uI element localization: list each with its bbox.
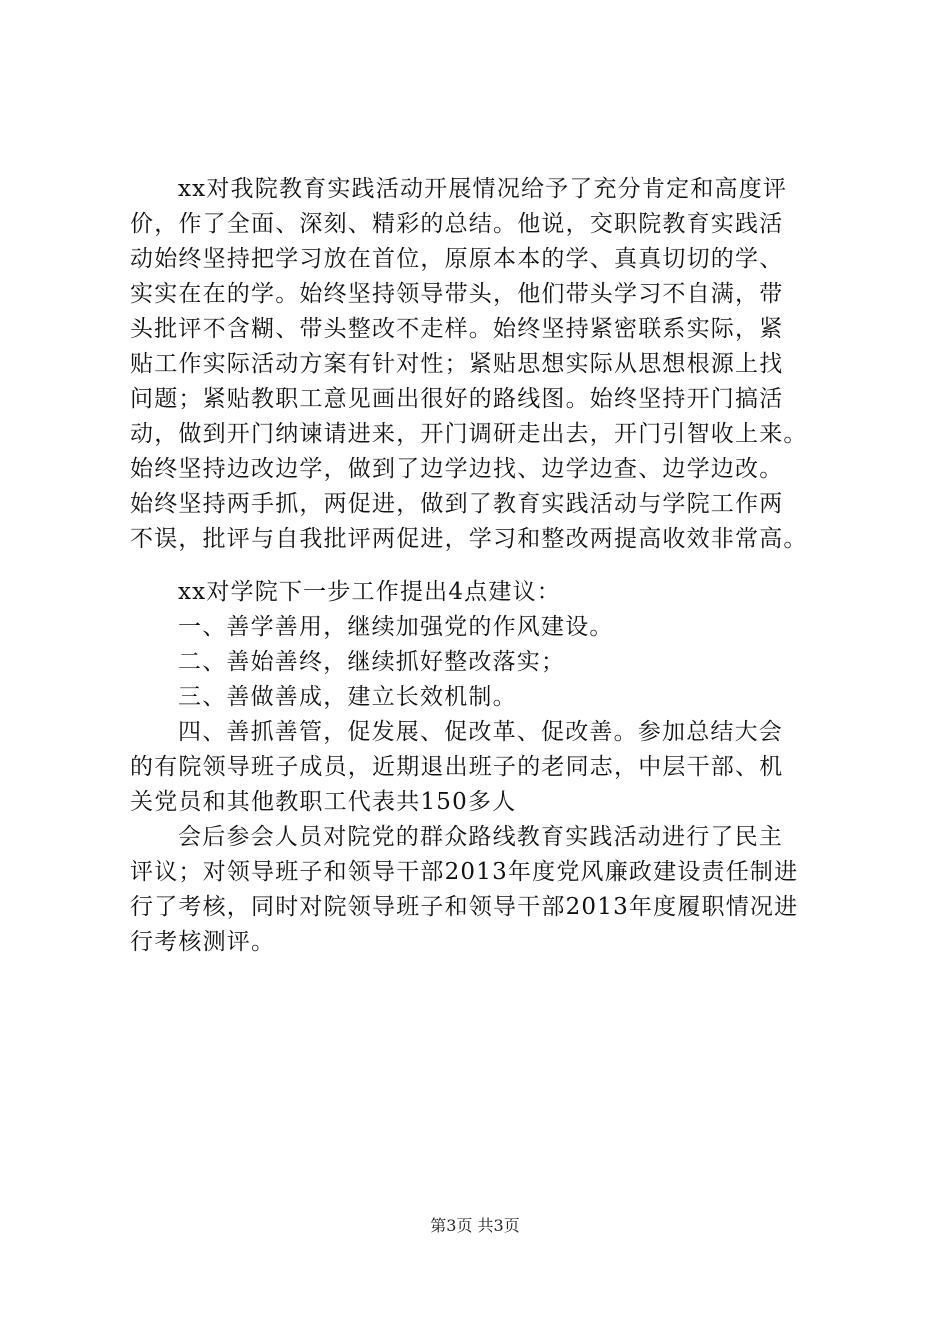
text-line: 评议；对领导班子和领导干部2013年度党风廉政建设责任制进 bbox=[130, 859, 799, 885]
text-line: 一、善学善用，继续加强党的作风建设。 bbox=[178, 614, 614, 640]
text-line: 始终坚持两手抓，两促进，做到了教育实践活动与学院工作两 bbox=[130, 491, 784, 517]
text-line: 关党员和其他教职工代表共150多人 bbox=[130, 789, 517, 815]
document-body bbox=[130, 172, 820, 960]
text-line: 动，做到开门纳谏请进来，开门调研走出去，开门引智收上来。 bbox=[130, 421, 808, 447]
text-line: 问题；紧贴教职工意见画出很好的路线图。始终坚持开门搞活 bbox=[130, 386, 784, 412]
text-line: 四、善抓善管，促发展、促改革、促改善。参加总结大会 bbox=[178, 719, 783, 745]
text-line: 始终坚持边改边学，做到了边学边找、边学边查、边学边改。 bbox=[130, 456, 784, 482]
text-line: 动始终坚持把学习放在首位，原原本本的学、真真切切的学、 bbox=[130, 246, 784, 272]
text-line: xx对学院下一步工作提出4点建议： bbox=[178, 579, 561, 605]
text-line: 三、善做善成，建立长效机制。 bbox=[178, 684, 517, 710]
text-line: 贴工作实际活动方案有针对性；紧贴思想实际从思想根源上找 bbox=[130, 351, 784, 377]
text-line: 不误，批评与自我批评两促进，学习和整改两提高收效非常高。 bbox=[130, 526, 808, 552]
text-line: 头批评不含糊、带头整改不走样。始终坚持紧密联系实际，紧 bbox=[130, 316, 784, 342]
page-indicator: 第3页 共3页 bbox=[430, 1216, 520, 1235]
text-line: 会后参会人员对院党的群众路线教育实践活动进行了民主 bbox=[178, 824, 783, 850]
text-line: 的有院领导班子成员，近期退出班子的老同志，中层干部、机 bbox=[130, 754, 784, 780]
text-line: 二、善始善终，继续抓好整改落实； bbox=[178, 649, 566, 675]
text-line: 实实在在的学。始终坚持领导带头，他们带头学习不自满，带 bbox=[130, 281, 784, 307]
text-line: 价，作了全面、深刻、精彩的总结。他说，交职院教育实践活 bbox=[130, 211, 784, 237]
paragraph-gap bbox=[130, 557, 820, 575]
text-line: 行考核测评。 bbox=[130, 929, 276, 955]
text-line: 行了考核，同时对院领导班子和领导干部2013年度履职情况进 bbox=[130, 894, 799, 920]
page-footer bbox=[0, 1213, 950, 1236]
text-line: xx对我院教育实践活动开展情况给予了充分肯定和高度评 bbox=[178, 176, 788, 202]
